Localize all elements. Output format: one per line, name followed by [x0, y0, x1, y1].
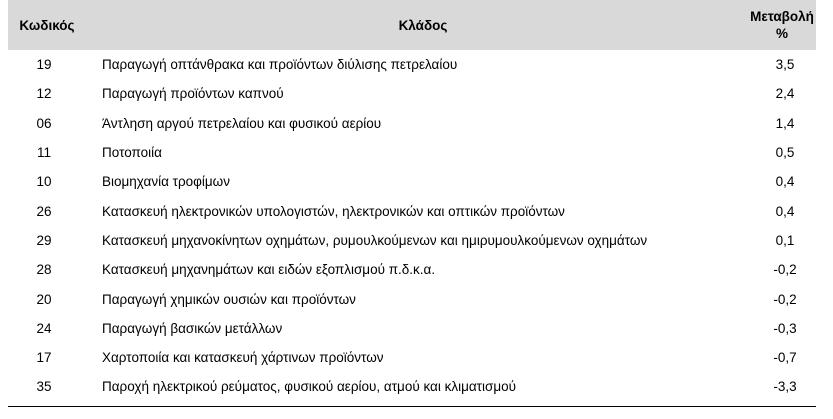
header-code: Κωδικός	[19, 17, 75, 33]
row-sector: Παραγωγή χημικών ουσιών και προϊόντων	[102, 291, 356, 307]
row-code: 28	[36, 262, 52, 278]
table-bottom-rule	[8, 406, 816, 407]
row-code: 12	[36, 86, 52, 102]
header-row	[8, 0, 816, 50]
row-code: 17	[36, 350, 52, 366]
table-row	[8, 50, 816, 79]
row-sector: Χαρτοποιία και κατασκευή χάρτινων προϊόντων	[102, 350, 384, 366]
row-code: 11	[36, 145, 51, 161]
row-change: 3,5	[775, 57, 795, 73]
row-code: 26	[36, 203, 52, 219]
row-change: 1,4	[775, 115, 795, 131]
row-change: 0,1	[775, 232, 795, 248]
row-sector: Παροχή ηλεκτρικού ρεύματος, φυσικού αερίου, ατμού και κλιματισμού	[102, 379, 517, 395]
row-sector: Άντληση αργού πετρελαίου και φυσικού αερίου	[102, 115, 382, 131]
row-change: 0,4	[775, 174, 795, 190]
table-row	[8, 343, 816, 372]
table-row	[8, 372, 816, 401]
table-row	[8, 196, 816, 225]
row-change: 0,4	[775, 203, 795, 219]
row-sector: Ποτοποιία	[102, 145, 162, 161]
row-change: -0,2	[773, 262, 797, 278]
row-change: -0,2	[773, 291, 797, 307]
row-code: 24	[36, 320, 52, 336]
row-sector: Κατασκευή μηχανημάτων και ειδών εξοπλισμού π.δ.κ.α.	[102, 262, 436, 278]
row-code: 20	[36, 291, 52, 307]
table-row	[8, 138, 816, 167]
table-row	[8, 109, 816, 138]
table-row	[8, 314, 816, 343]
row-change: -3,3	[773, 379, 797, 395]
table-row	[8, 255, 816, 284]
header-sector: Κλάδος	[398, 17, 448, 33]
row-sector: Παραγωγή προϊόντων καπνού	[102, 86, 284, 102]
row-code: 19	[36, 57, 52, 73]
header-change	[744, 0, 816, 50]
row-change: 2,4	[775, 86, 795, 102]
row-sector: Βιομηχανία τροφίμων	[102, 174, 230, 190]
row-sector: Παραγωγή οπτάνθρακα και προϊόντων διύλισης πετρελαίου	[102, 57, 458, 73]
row-change: -0,7	[773, 350, 797, 366]
table-row	[8, 79, 816, 108]
row-sector: Κατασκευή ηλεκτρονικών υπολογιστών, ηλεκτρονικών και οπτικών προϊόντων	[102, 203, 565, 219]
row-code: 10	[36, 174, 52, 190]
row-change: -0,3	[773, 320, 797, 336]
row-code: 29	[36, 232, 52, 248]
row-code: 35	[36, 379, 52, 395]
table-body	[8, 50, 816, 402]
table-row	[8, 226, 816, 255]
table-row	[8, 167, 816, 196]
header-change-line1: Μεταβολή	[750, 9, 814, 24]
row-code: 06	[36, 115, 52, 131]
row-change: 0,5	[775, 145, 795, 161]
table-row	[8, 284, 816, 313]
row-sector: Παραγωγή βασικών μετάλλων	[102, 320, 283, 336]
header-change-line2: %	[775, 26, 788, 41]
sector-change-table-container	[8, 0, 816, 402]
row-sector: Κατασκευή μηχανοκίνητων οχημάτων, ρυμουλκούμενων και ημιρυμουλκούμενων οχημάτων	[102, 232, 648, 248]
table-header	[8, 0, 816, 50]
sector-change-table	[8, 0, 816, 402]
